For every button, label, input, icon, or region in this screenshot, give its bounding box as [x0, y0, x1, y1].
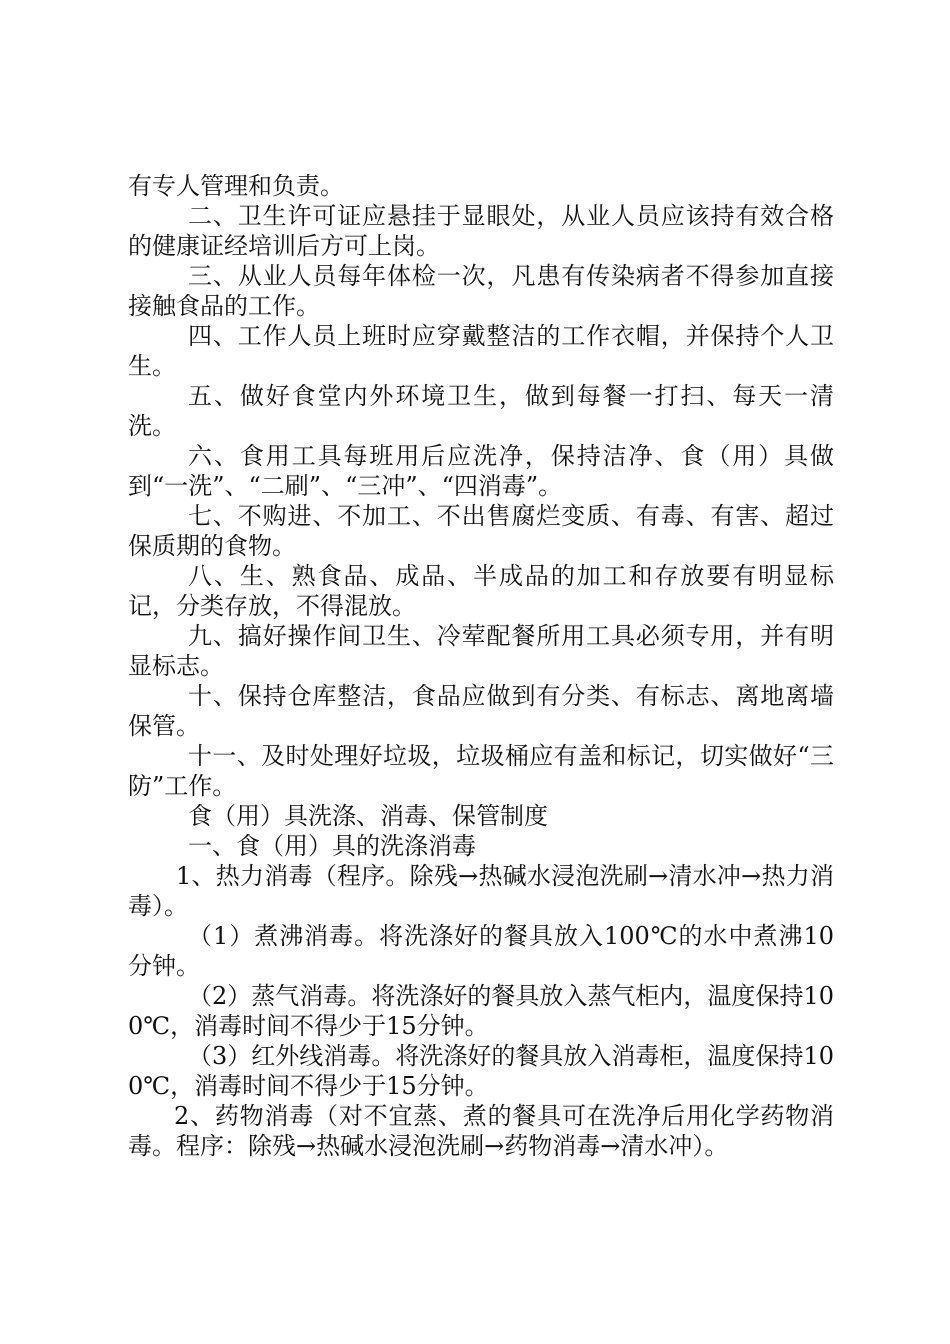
paragraph-2: 二、卫生许可证应悬挂于显眼处，从业人员应该持有效合格的健康证经培训后方可上岗。	[128, 202, 834, 260]
paragraph-8: 八、生、熟食品、成品、半成品的加工和存放要有明显标记，分类存放，不得混放。	[128, 562, 834, 620]
paragraph-6: 六、食用工具每班用后应洗净，保持洁净、食（用）具做到“一洗”、“二刷”、“三冲”、“四消毒”。	[128, 442, 834, 500]
section-title: 食（用）具洗涤、消毒、保管制度	[188, 802, 548, 830]
paragraph-infrared: （3）红外线消毒。将洗涤好的餐具放入消毒柜，温度保持100℃，消毒时间不得少于15分钟。	[128, 1042, 834, 1100]
paragraph-boiling: （1）煮沸消毒。将洗涤好的餐具放入100℃的水中煮沸10分钟。	[128, 922, 834, 980]
document-body	[128, 171, 834, 1161]
paragraph-11: 十一、及时处理好垃圾，垃圾桶应有盖和标记，切实做好“三防”工作。	[128, 742, 834, 800]
paragraph-10: 十、保持仓库整洁，食品应做到有分类、有标志、离地离墙保管。	[128, 682, 834, 740]
paragraph-7: 七、不购进、不加工、不出售腐烂变质、有毒、有害、超过保质期的食物。	[128, 502, 834, 560]
subsection-title: 一、食（用）具的洗涤消毒	[188, 832, 476, 860]
paragraph-1: 有专人管理和负责。	[128, 172, 344, 200]
paragraph-steam: （2）蒸气消毒。将洗涤好的餐具放入蒸气柜内，温度保持100℃，消毒时间不得少于15分钟。	[128, 982, 834, 1040]
paragraph-9: 九、搞好操作间卫生、冷荤配餐所用工具必须专用，并有明显标志。	[128, 622, 834, 680]
paragraph-5: 五、做好食堂内外环境卫生，做到每餐一打扫、每天一清洗。	[128, 382, 834, 440]
paragraph-3: 三、从业人员每年体检一次，凡患有传染病者不得参加直接接触食品的工作。	[128, 262, 834, 320]
paragraph-chemical-disinfection: 2、药物消毒（对不宜蒸、煮的餐具可在洗净后用化学药物消毒。程序：除残→热碱水浸泡洗刷→药物消毒→清水冲）。	[128, 1102, 834, 1160]
paragraph-heat-disinfection: 1、热力消毒（程序。除残→热碱水浸泡洗刷→清水冲→热力消毒）。	[128, 862, 834, 920]
paragraph-4: 四、工作人员上班时应穿戴整洁的工作衣帽，并保持个人卫生。	[128, 322, 834, 380]
